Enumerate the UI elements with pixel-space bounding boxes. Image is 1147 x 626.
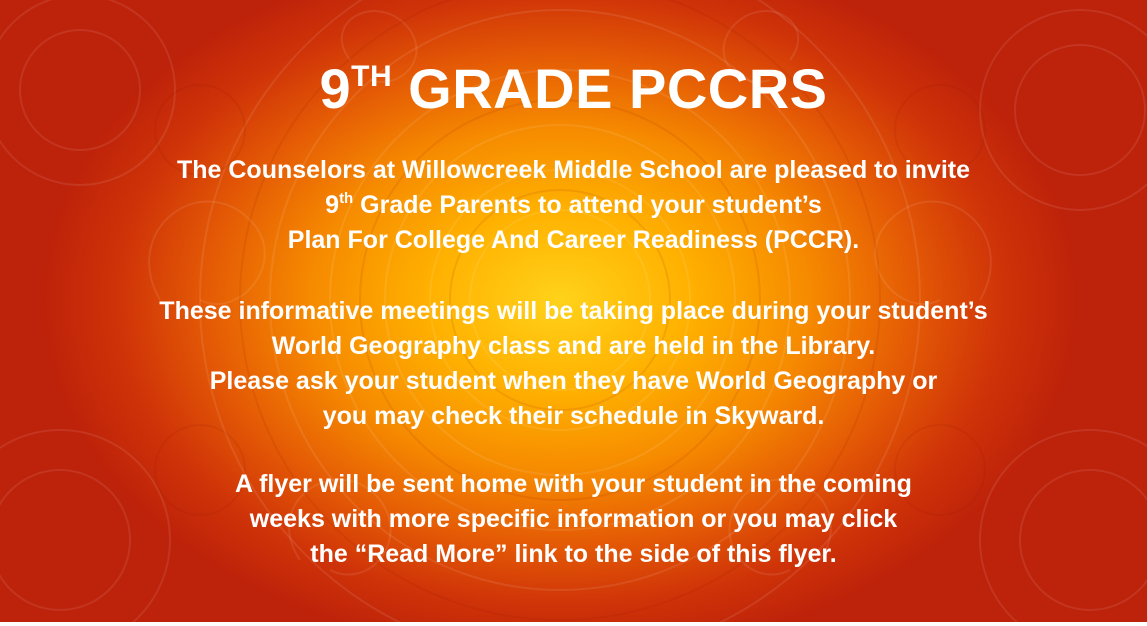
title-text: GRADE PCCRS bbox=[392, 57, 828, 120]
title-ordinal: TH bbox=[351, 60, 393, 93]
title-number: 9 bbox=[319, 57, 352, 120]
flyer-info-paragraph bbox=[0, 467, 1147, 572]
flyer-title bbox=[0, 54, 1147, 124]
grade-ordinal: th bbox=[339, 190, 354, 207]
invitation-paragraph bbox=[0, 153, 1147, 258]
meeting-line: you may check their schedule in Skyward. bbox=[322, 402, 825, 430]
meeting-details-paragraph bbox=[0, 294, 1147, 434]
invitation-line-1: The Counselors at Willowcreek Middle School are pleased to invite bbox=[176, 156, 971, 184]
invitation-line-2 bbox=[0, 188, 1147, 223]
flyer-info-line: the “Read More” link to the side of this flyer. bbox=[310, 540, 837, 568]
flyer-info-line: A flyer will be sent home with your student in the coming bbox=[235, 470, 912, 498]
invitation-line-3: Plan For College And Career Readiness (PCCR). bbox=[287, 226, 860, 254]
invitation-line-2-text: Grade Parents to attend your student’s bbox=[353, 191, 822, 219]
meeting-line: World Geography class and are held in the Library. bbox=[271, 332, 876, 360]
grade-number: 9 bbox=[325, 191, 340, 219]
meeting-line: Please ask your student when they have World Geography or bbox=[209, 367, 938, 395]
bottom-border bbox=[0, 622, 1147, 626]
meeting-line: These informative meetings will be taking place during your student’s bbox=[159, 297, 988, 325]
flyer-info-line: weeks with more specific information or you may click bbox=[249, 505, 898, 533]
